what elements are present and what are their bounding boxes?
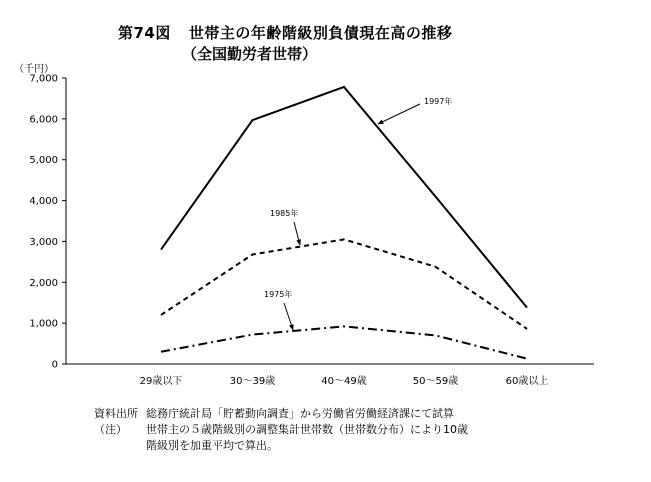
figure-number: 第74図 [118, 24, 171, 42]
x-ticks [140, 374, 549, 387]
series-labels [264, 96, 452, 330]
x-tick-label: 50～59歳 [412, 376, 459, 387]
series-line-2 [161, 326, 527, 358]
y-axis-unit: （千円） [14, 64, 54, 75]
y-tick-label: 6,000 [29, 114, 58, 126]
note-key: （注） [94, 423, 127, 436]
series-label-0: 1997年 [424, 97, 453, 106]
series-line-1 [161, 239, 527, 328]
x-tick-label: 30～39歳 [229, 376, 276, 387]
x-tick-label: 60歳以上 [505, 376, 549, 387]
series-label-arrow [378, 104, 420, 124]
title-text: 世帯主の年齢階級別負債現在高の推移 [188, 24, 453, 42]
y-tick-label: 5,000 [29, 155, 58, 167]
y-tick-label: 0 [51, 359, 58, 371]
series-lines [161, 87, 527, 359]
note-text-1: 世帯主の５歳階級別の調整集計世帯数（世帯数分布）により10歳 [146, 423, 468, 436]
y-tick-label: 1,000 [29, 318, 58, 330]
y-tick-label: 4,000 [29, 196, 58, 208]
source-key: 資料出所 [94, 407, 138, 420]
y-tick-label: 2,000 [29, 277, 58, 289]
x-tick-label: 40～49歳 [321, 376, 367, 387]
footnote-continued [94, 438, 468, 454]
x-tick-label: 29歳以下 [139, 376, 183, 387]
source-text: 総務庁統計局「貯蓄動向調査」から労働省労働経済課にて試算 [146, 407, 454, 420]
series-label-arrow [294, 222, 300, 245]
footnote [94, 422, 468, 438]
series-line-0 [161, 87, 527, 308]
series-label-arrow [284, 303, 293, 330]
axes [66, 78, 594, 364]
note-text-2: 階級別を加重平均で算出。 [146, 439, 278, 452]
notes [94, 406, 468, 454]
series-label-1: 1985年 [270, 209, 299, 218]
chart-subtitle: （全国勤労者世帯） [182, 45, 318, 63]
y-ticks [29, 74, 66, 371]
y-tick-label: 3,000 [29, 236, 58, 248]
source-note [94, 406, 468, 422]
y-tick-label: 7,000 [29, 73, 58, 85]
series-label-2: 1975年 [264, 290, 293, 299]
